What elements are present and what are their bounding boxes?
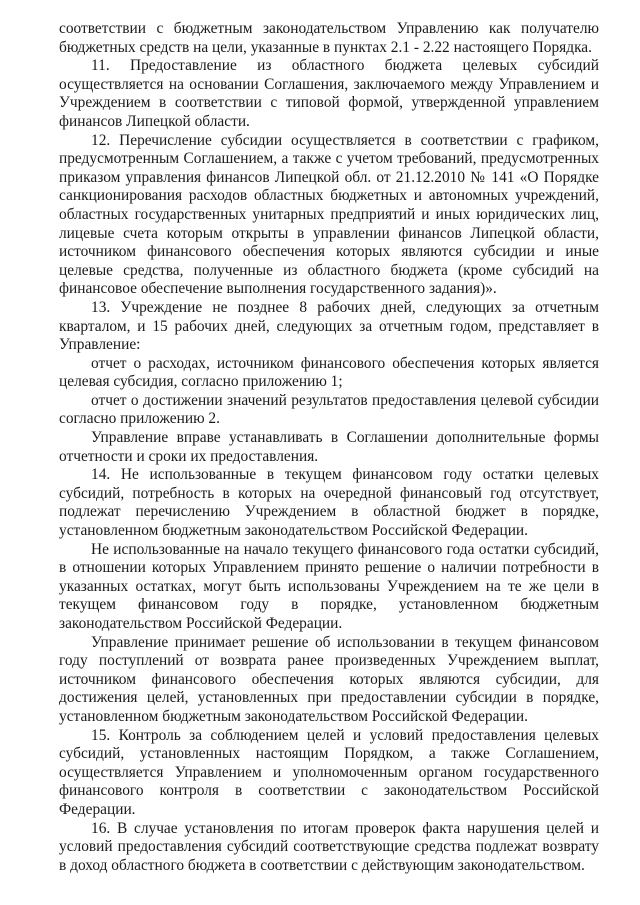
paragraph-12: 12. Перечисление субсидии осуществляется в соответствии с графиком, предусмотренным Соглашением, а также с учетом требований, предусмотренных приказом управления финансов Липецкой обл. от 21.12.2010 № 141 «О Порядке санкционирования расходов областных бюджетных и автономных учреждений, областных государственных унитарных предприятий и иных юридических лиц, лицевые счета которым открыты в управлении финансов Липецкой области, источником финансового обеспечения которых являются субсидии и иные целевые средства, полученные из областного бюджета (кроме субсидий на финансовое обеспечение выполнения государственного задания)».: [59, 131, 599, 298]
paragraph-11: 11. Предоставление из областного бюджета целевых субсидий осуществляется на основании Соглашения, заключаемого между Управлением и Учреждением в соответствии с типовой формой, утвержденной управлением финансов Липецкой области.: [59, 57, 599, 130]
paragraph-continuation: соответствии с бюджетным законодательством Управлению как получателю бюджетных средств на цели, указанные в пунктах 2.1 - 2.22 настоящего Порядка.: [59, 20, 599, 56]
paragraph-16: 16. В случае установления по итогам проверок факта нарушения целей и условий предоставления субсидий соответствующие средства подлежат возврату в доход областного бюджета в соответствии с действующим законодательством.: [59, 819, 599, 874]
paragraph-13-additional-forms: Управление вправе устанавливать в Соглашении дополнительные формы отчетности и сроки их предоставления.: [59, 429, 599, 465]
document-page: [59, 20, 599, 875]
paragraph-14: 14. Не использованные в текущем финансовом году остатки целевых субсидий, потребность в которых на очередной финансовый год отсутствует, подлежат перечислению Учреждением в областной бюджет в порядке, установленном бюджетным законодательством Российской Федерации.: [59, 466, 599, 540]
paragraph-14-unused-balances: Не использованные на начало текущего финансового года остатки субсидий, в отношении которых Управлением принято решение о наличии потребности в указанных остатках, могут быть использованы Учреждением на те же цели в текущем финансовом году в порядке, установленном бюджетным законодательством Российской Федерации.: [59, 540, 599, 632]
paragraph-14-refund-decision: Управление принимает решение об использовании в текущем финансовом году поступлений от возврата ранее произведенных Учреждением выплат, источником финансового обеспечения которых являются субсидии, для достижения целей, установленных при предоставлении субсидии в порядке, установленном бюджетным законодательством Российской Федерации.: [59, 633, 599, 725]
paragraph-13-item-results-report: отчет о достижении значений результатов предоставления целевой субсидии согласно приложению 2.: [59, 391, 599, 428]
paragraph-15: 15. Контроль за соблюдением целей и условий предоставления целевых субсидий, установленных настоящим Порядком, а также Соглашением, осуществляется Управлением и уполномоченным органом государственного финансового контроля в соответствии с законодательством Российской Федерации.: [59, 726, 599, 818]
paragraph-13: 13. Учреждение не позднее 8 рабочих дней, следующих за отчетным кварталом, и 15 рабочих дней, следующих за отчетным годом, представляет в Управление:: [59, 298, 599, 354]
paragraph-13-item-expenses-report: отчет о расходах, источником финансового обеспечения которых является целевая субсидия, согласно приложению 1;: [59, 354, 599, 391]
